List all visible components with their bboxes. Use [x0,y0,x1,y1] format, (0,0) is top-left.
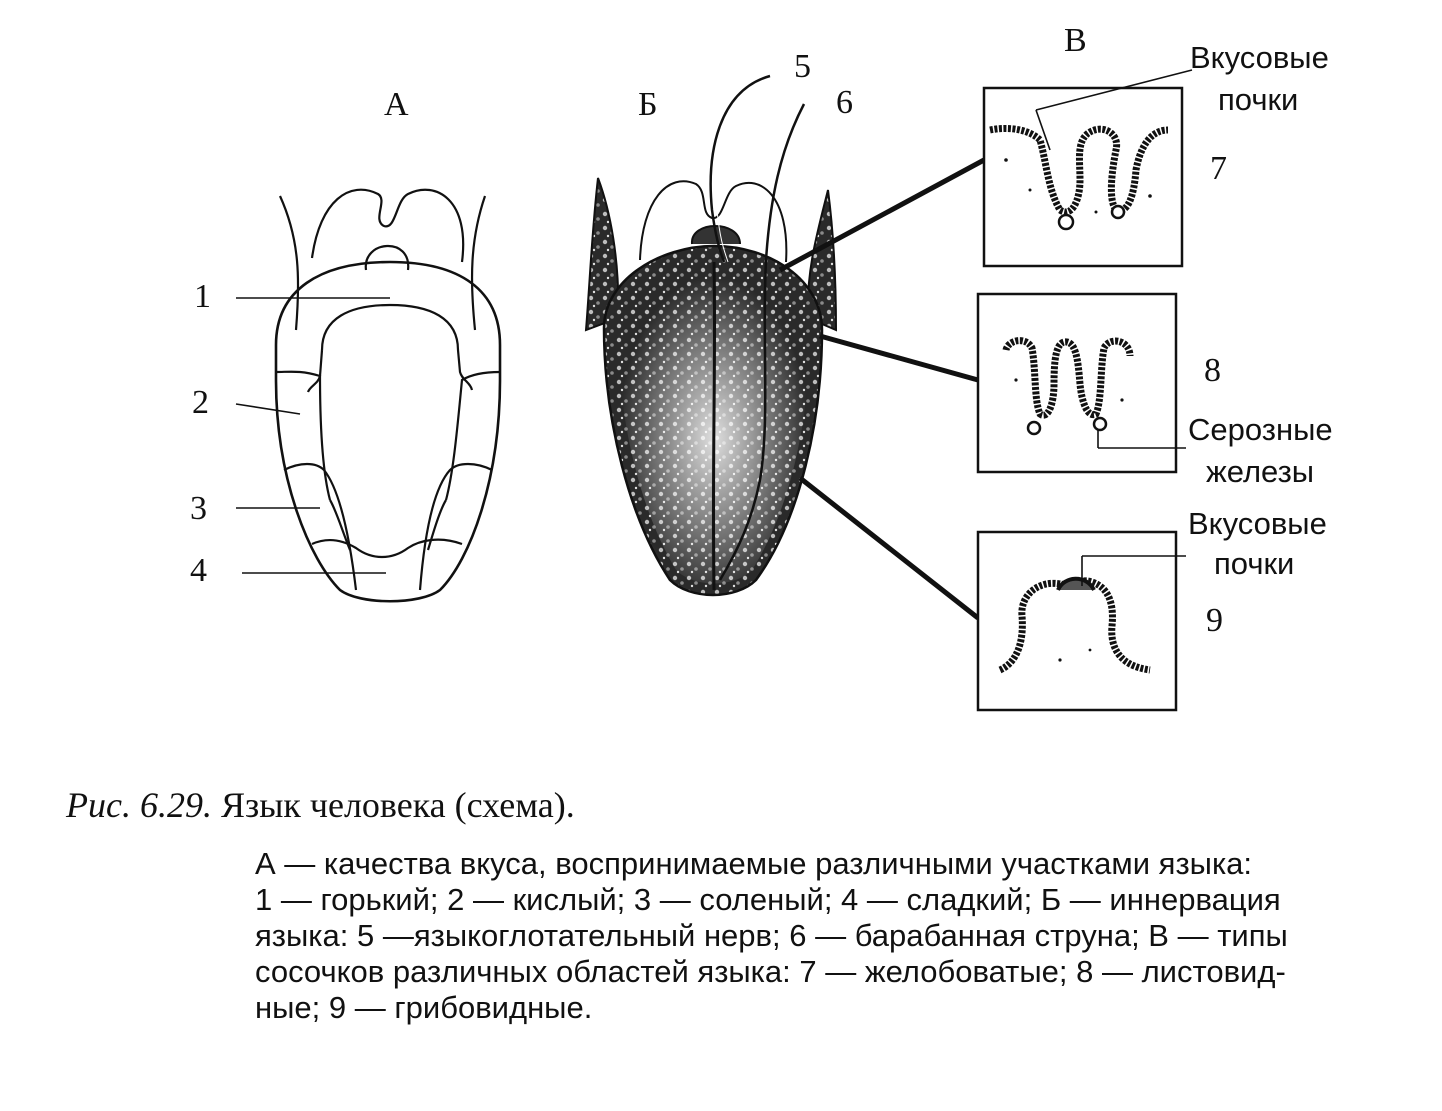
papilla-label-8: 8 [1204,352,1221,389]
caption-line: А — качества вкуса, воспринимаемые различными участками языка: [255,846,1253,881]
zone-label-4: 4 [190,552,207,589]
caption-line: ные; 9 — грибовидные. [255,990,593,1025]
serous-glands-label-1: Серозные [1188,412,1333,447]
caption-line: 1 — горький; 2 — кислый; 3 — соленый; 4 — сладкий; Б — иннервация [255,882,1281,917]
figure-number: Рис. 6.29. [66,785,212,825]
zone-label-2: 2 [192,384,209,421]
taste-buds-label-top-1: Вкусовые [1190,40,1329,75]
tongue-innervation [586,76,984,618]
zone-label-1: 1 [194,278,211,315]
papilla-panel-9 [978,532,1186,710]
panel-a-label: А [384,86,409,123]
taste-buds-label-bottom-2: почки [1214,546,1295,581]
papilla-panel-7 [984,70,1192,266]
papilla-label-9: 9 [1206,602,1223,639]
taste-buds-label-top-2: почки [1218,82,1299,117]
panel-v-label: В [1064,22,1087,59]
nerve-label-5: 5 [794,48,811,85]
figure-title: Язык человека (схема). [220,785,575,825]
caption-line: сосочков различных областей языка: 7 — желобоватые; 8 — листовид- [255,954,1286,989]
taste-buds-label-bottom-1: Вкусовые [1188,506,1327,541]
serous-glands-label-2: железы [1206,454,1315,489]
nerve-label-6: 6 [836,84,853,121]
figure-caption-body [255,846,1395,1026]
panel-b-label: Б [638,86,658,123]
caption-line: языка: 5 —языкоглотательный нерв; 6 — барабанная струна; В — типы [255,918,1288,953]
zone-label-3: 3 [190,490,207,527]
figure-caption-title [66,784,575,826]
papilla-panel-8 [978,294,1186,472]
tongue-taste-zones [236,190,500,602]
papilla-label-7: 7 [1210,150,1227,187]
